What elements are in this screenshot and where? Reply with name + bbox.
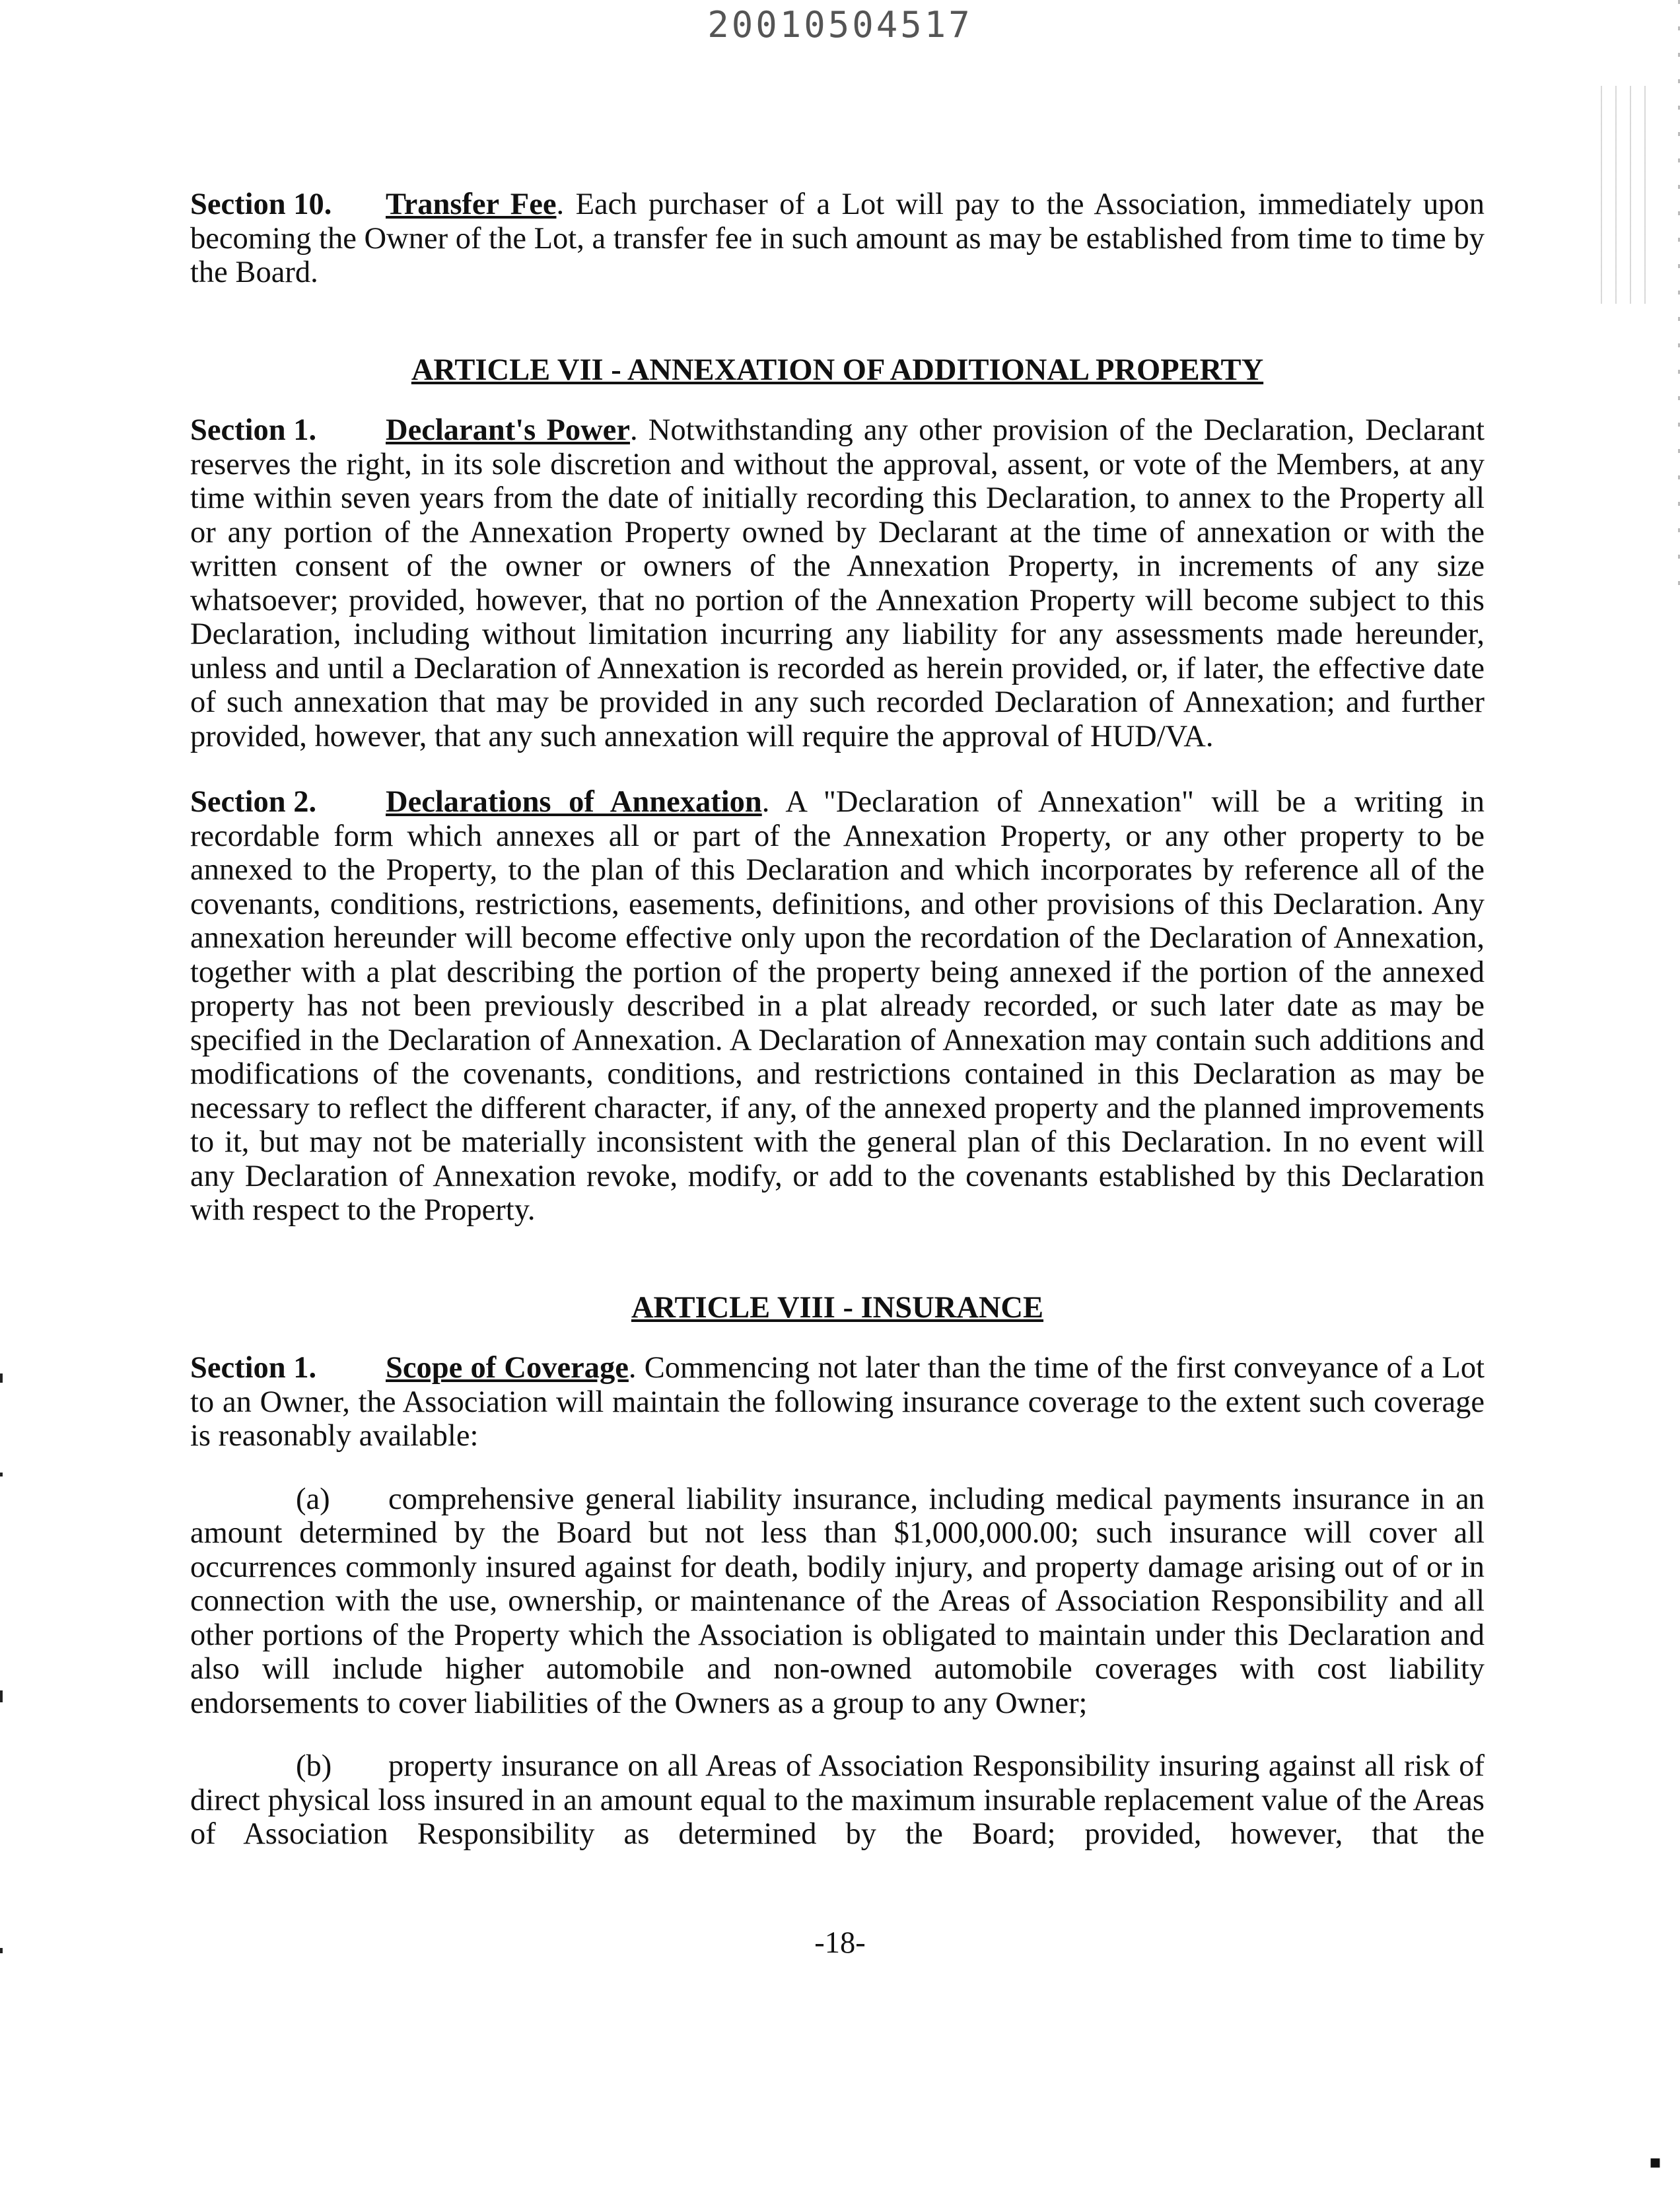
section-title: Declarations of Annexation — [386, 785, 762, 819]
subsection-body: comprehensive general liability insurance, including medical payments insurance in an amount determined by the Board but not less than $1,000,000.00; such insurance will cover all occurrences commonly insured against for death, bodily injury, and property damage arising out of or in connection with the use, ownership, or maintenance of the Areas of Association Responsibility and all other portions of the Property which the Association is obligated to maintain under this Declaration and also will include higher automobile and non-owned automobile coverages with cost liability endorsements to cover liabilities of the Owners as a group to any Owner; — [190, 1482, 1485, 1720]
section-title: Scope of Coverage — [386, 1351, 629, 1385]
subsection-b-paragraph — [190, 1749, 1485, 1852]
article-vii-section-2-paragraph — [190, 785, 1485, 1228]
article-vii-section-1-paragraph — [190, 413, 1485, 753]
section-label: Section 10. — [190, 188, 332, 221]
subsection-a-paragraph — [190, 1482, 1485, 1721]
section-label: Section 2. — [190, 785, 317, 819]
section-body: . Commencing not later than the time of the first conveyance of a Lot to an Owner, the Association will maintain the following insurance coverage to the extent such coverage is reasonably available: — [190, 1351, 1485, 1453]
article-viii-section-1-paragraph — [190, 1351, 1485, 1453]
section-title: Transfer Fee — [386, 188, 557, 221]
section-body: . A "Declaration of Annexation" will be a writing in recordable form which annexes all or part of the Annexation Property, or any other property to be annexed to the Property, to the plan of this Declaration and which incorporates by reference all of the covenants, conditions, restrictions, easements, definitions, and other provisions of this Declaration. Any annexation hereunder will become effective only upon the recordation of the Declaration of Annexation, together with a plat describing the portion of the property being annexed if the portion of the annexed property has not been previously described in a plat already recorded, or such later date as may be specified in the Declaration of Annexation. A Declaration of Annexation may contain such additions and modifications of the covenants, conditions, and restrictions contained in this Declaration as may be necessary to reflect the different character, if any, of the annexed property and the planned improvements to it, but may not be materially inconsistent with the general plan of this Declaration. In no event will any Declaration of Annexation revoke, modify, or add to the covenants established by this Declaration with respect to the Property. — [190, 785, 1485, 1227]
section-title: Declarant's Power — [386, 413, 630, 447]
section-10-paragraph — [190, 188, 1485, 290]
section-label: Section 1. — [190, 413, 317, 447]
document-number: 20010504517 — [707, 4, 973, 46]
margin-stamp-mark — [1594, 86, 1654, 304]
section-body: . Each purchaser of a Lot will pay to the Association, immediately upon becoming the Owner of the Lot, a transfer fee in such amount as may be established from time to time by the Board. — [190, 188, 1485, 289]
page-number: -18- — [814, 1926, 866, 1960]
corner-scan-mark: ▪ — [1649, 2151, 1662, 2172]
subsection-label: (b) — [296, 1749, 332, 1783]
section-label: Section 1. — [190, 1351, 317, 1385]
article-viii-heading: ARTICLE VIII - INSURANCE — [631, 1290, 1044, 1325]
article-vii-heading: ARTICLE VII - ANNEXATION OF ADDITIONAL PROPERTY — [411, 353, 1264, 387]
section-body: . Notwithstanding any other provision of the Declaration, Declarant reserves the right, in its sole discretion and without the approval, assent, or vote of the Members, at any time within seven years from the date of initially recording this Declaration, to annex to the Property all or any portion of the Annexation Property owned by Declarant at the time of annexation or with the written consent of the owner or owners of the Annexation Property, in increments of any size whatsoever; provided, however, that no portion of the Annexation Property will become subject to this Declaration, including without limitation incurring any liability for any assessments made hereunder, unless and until a Declaration of Annexation is recorded as herein provided, or, if later, the effective date of such annexation that may be provided in any such recorded Declaration of Annexation; and further provided, however, that any such annexation will require the approval of HUD/VA. — [190, 413, 1485, 753]
subsection-body: property insurance on all Areas of Association Responsibility insuring against all risk of direct physical loss insured in an amount equal to the maximum insurable replacement value of the Areas of Association Responsibility as determined by the Board; provided, however, that the — [190, 1749, 1485, 1851]
scan-edge-dots — [0, 1373, 5, 1968]
subsection-label: (a) — [296, 1482, 330, 1516]
document-page — [190, 178, 1485, 1852]
